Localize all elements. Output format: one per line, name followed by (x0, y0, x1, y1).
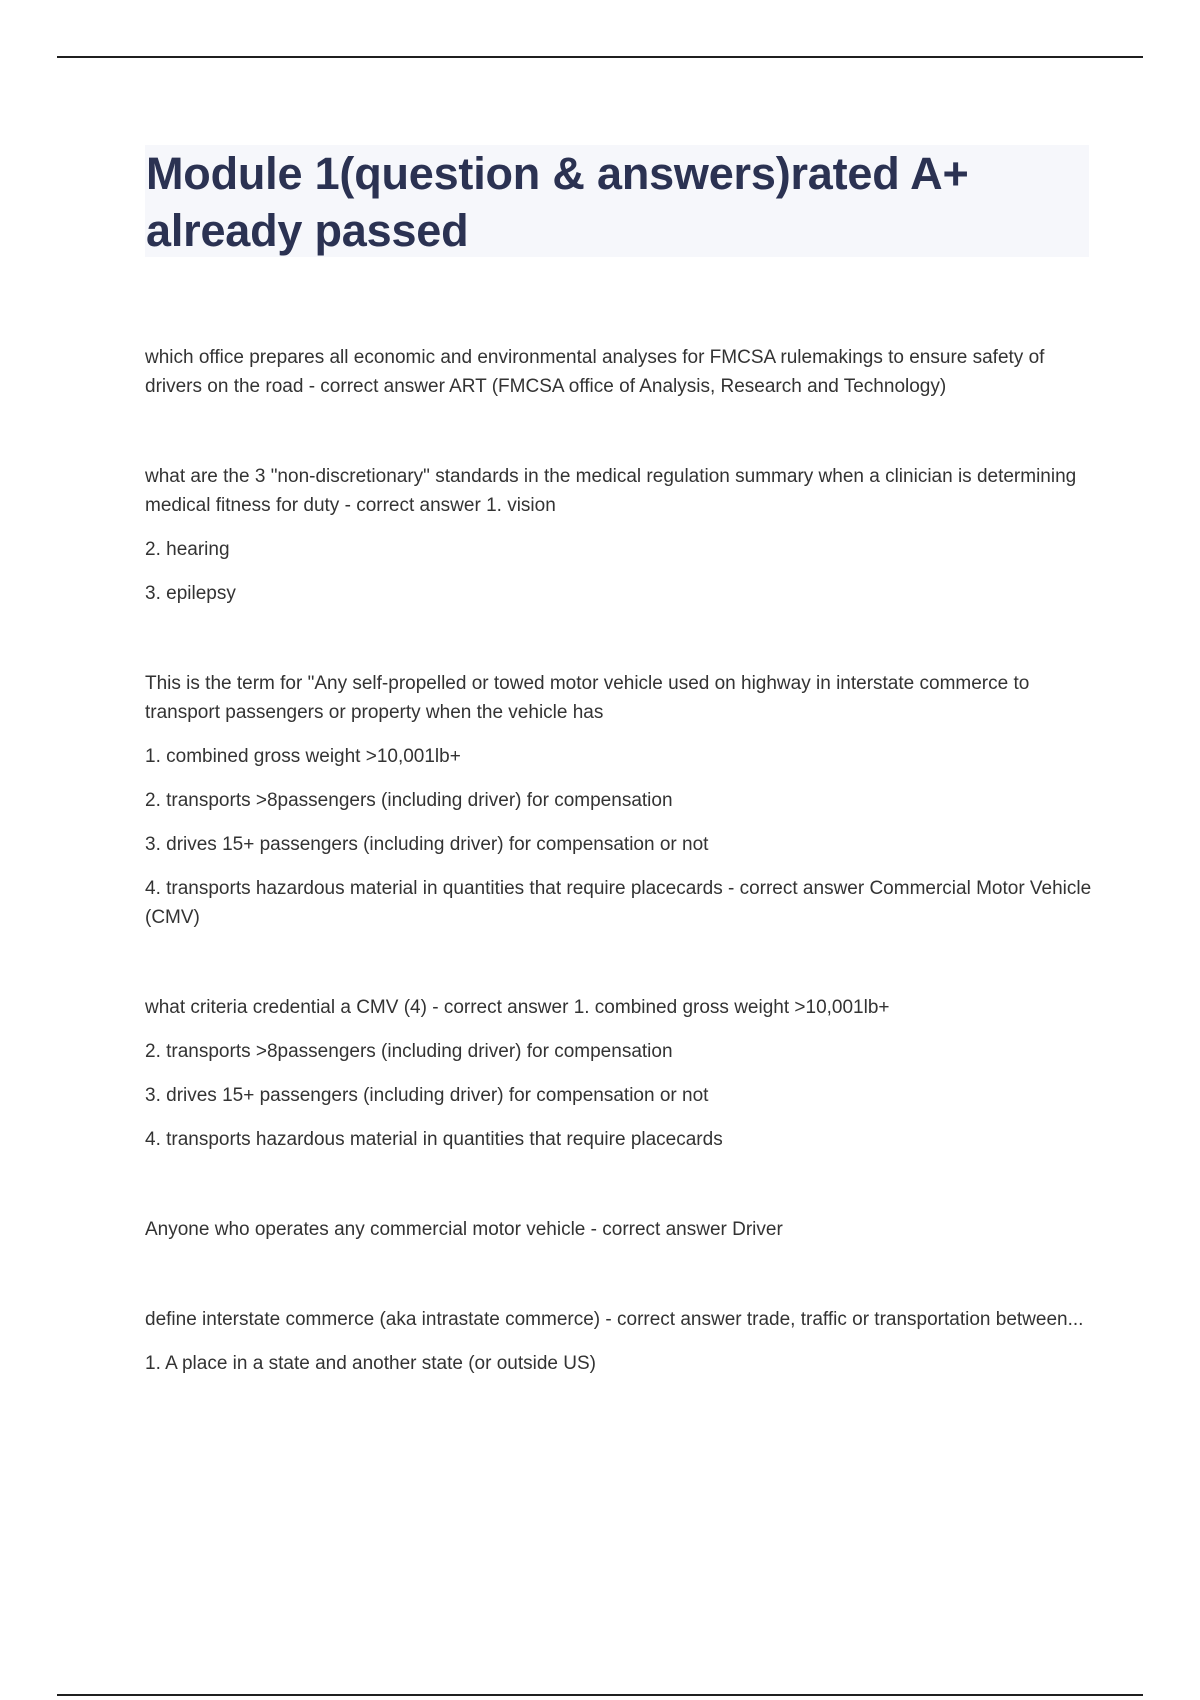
title-banner (145, 145, 1089, 257)
qa-line: 4. transports hazardous material in quantities that require placecards (145, 1129, 723, 1150)
qa-line: 3. drives 15+ passengers (including driver) for compensation or not (145, 1085, 709, 1106)
qa-line: 3. epilepsy (145, 583, 236, 604)
qa-item (145, 669, 1095, 932)
qa-line: Anyone who operates any commercial motor vehicle - correct answer Driver (145, 1219, 783, 1240)
qa-line: 1. A place in a state and another state (or outside US) (145, 1353, 596, 1374)
top-divider (57, 56, 1143, 58)
qa-item (145, 1305, 1095, 1378)
document-title: Module 1(question & answers)rated A+ already passed (146, 148, 969, 256)
qa-line: 3. drives 15+ passengers (including driver) for compensation or not (145, 834, 709, 855)
qa-line: what are the 3 "non-discretionary" standards in the medical regulation summary when a clinician is determining medical fitness for duty - correct answer 1. vision (145, 466, 1077, 516)
qa-line: This is the term for "Any self-propelled or towed motor vehicle used on highway in interstate commerce to transport passengers or property when the vehicle has (145, 673, 1030, 723)
qa-item (145, 462, 1095, 608)
qa-line: 2. transports >8passengers (including driver) for compensation (145, 790, 673, 811)
qa-line: 2. hearing (145, 539, 230, 560)
qa-item (145, 993, 1095, 1154)
qa-line: which office prepares all economic and environmental analyses for FMCSA rulemakings to ensure safety of drivers on the road - correct answer ART (FMCSA office of Analysis, Research and Technology) (145, 347, 1045, 397)
qa-list (145, 343, 1095, 1439)
qa-item (145, 343, 1095, 401)
qa-item (145, 1215, 1095, 1244)
qa-line: define interstate commerce (aka intrastate commerce) - correct answer trade, traffic or transportation between... (145, 1309, 1084, 1330)
qa-line: 2. transports >8passengers (including driver) for compensation (145, 1041, 673, 1062)
bottom-divider (57, 1694, 1143, 1696)
qa-line: 1. combined gross weight >10,001lb+ (145, 746, 461, 767)
qa-line: what criteria credential a CMV (4) - correct answer 1. combined gross weight >10,001lb+ (145, 997, 890, 1018)
qa-line: 4. transports hazardous material in quantities that require placecards - correct answer Commercial Motor Vehicle (CMV) (145, 878, 1092, 928)
